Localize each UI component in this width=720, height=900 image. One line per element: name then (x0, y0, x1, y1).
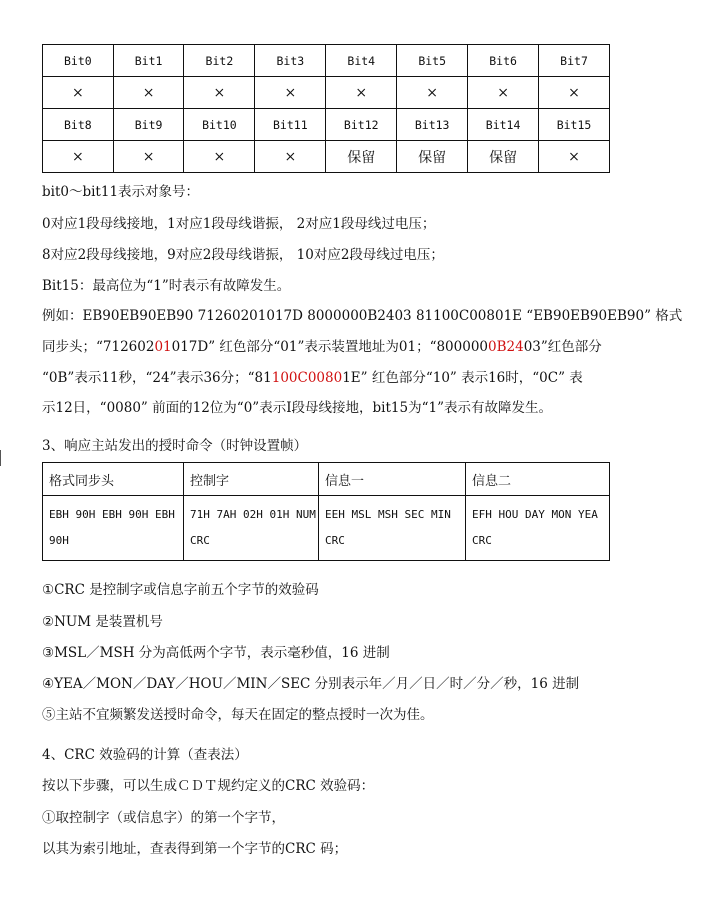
bit-label-row-2 (43, 109, 610, 141)
bit-label: Bit3 (255, 45, 326, 77)
text-line: 8对应2段母线接地，9对应2段母线谐振， 10对应2段母线过电压； (42, 247, 444, 263)
table-cell (43, 496, 184, 561)
highlight-red: 0B24 (488, 339, 524, 355)
note-line: ②NUM 是装置机号 (42, 614, 163, 630)
text-line: bit0～bit11表示对象号： (42, 184, 200, 200)
cell-line: EEH MSL MSH SEC MIN (325, 508, 451, 521)
clock-set-frame-table (42, 462, 610, 561)
bit-value: 保留 (326, 141, 397, 173)
bit-label: Bit6 (468, 45, 539, 77)
column-header: 控制字 (184, 463, 319, 496)
bit-label: Bit2 (184, 45, 255, 77)
bit-label: Bit13 (397, 109, 468, 141)
bit-value: × (539, 141, 610, 173)
highlight-red: 100C0080 (271, 370, 343, 386)
cell-line: 90H (49, 534, 69, 547)
text-line (42, 335, 602, 355)
bit-value: × (184, 141, 255, 173)
bit-label: Bit4 (326, 45, 397, 77)
bit-label: Bit14 (468, 109, 539, 141)
table-cell (184, 496, 319, 561)
bit-value: 保留 (468, 141, 539, 173)
text-segment: 03”红色部分 (523, 339, 602, 355)
margin-mark (0, 450, 4, 466)
bit-label: Bit8 (43, 109, 114, 141)
bit-value: × (113, 77, 184, 109)
text-line: Bit15：最高位为“1”时表示有故障发生。 (42, 278, 291, 294)
section-heading: 3、响应主站发出的授时命令（时钟设置帧） (42, 438, 308, 454)
cell-line: CRC (472, 534, 492, 547)
bit-label: Bit1 (113, 45, 184, 77)
text-line: 示12日，“0080” 前面的12位为“0”表示I段母线接地，bit15为“1”表示有故障发生。 (42, 400, 552, 416)
bit-value: × (43, 141, 114, 173)
bit-label: Bit9 (113, 109, 184, 141)
bit-value: × (326, 77, 397, 109)
column-header: 信息二 (466, 463, 610, 496)
cell-line: CRC (190, 534, 210, 547)
bit-value: × (468, 77, 539, 109)
bit-value: × (397, 77, 468, 109)
bit-label: Bit11 (255, 109, 326, 141)
table-row (43, 496, 610, 561)
table-cell (466, 496, 610, 561)
text-line (42, 366, 583, 386)
text-segment: 1E” 红色部分“10” 表示16时，“0C” 表 (342, 370, 583, 386)
highlight-red: 01 (154, 339, 172, 355)
bit-label: Bit10 (184, 109, 255, 141)
text-line: 以其为索引地址，查表得到第一个字节的CRC 码； (42, 841, 348, 857)
section-heading: 4、CRC 效验码的计算（查表法） (42, 747, 248, 763)
note-line: ①CRC 是控制字或信息字前五个字节的效验码 (42, 582, 319, 598)
bit-label: Bit7 (539, 45, 610, 77)
text-segment: 017D” 红色部分“01”表示装置地址为01；“800000 (171, 339, 489, 355)
bit-label: Bit12 (326, 109, 397, 141)
bit-value: 保留 (397, 141, 468, 173)
table-header-row (43, 463, 610, 496)
cell-line: EBH 90H EBH 90H EBH (49, 508, 175, 521)
note-line: ⑤主站不宜频繁发送授时命令，每天在固定的整点授时一次为佳。 (42, 707, 434, 723)
cell-line: CRC (325, 534, 345, 547)
cell-line: 71H 7AH 02H 01H NUM (190, 508, 316, 521)
bit-value: × (113, 141, 184, 173)
text-line: 按以下步骤，可以生成ＣＤＴ规约定义的CRC 效验码： (42, 778, 375, 794)
bit-value: × (255, 77, 326, 109)
table-cell (319, 496, 466, 561)
note-line: ③MSL／MSH 分为高低两个字节，表示毫秒值，16 进制 (42, 645, 390, 661)
text-line: 例如：EB90EB90EB90 71260201017D 8000000B2403 81100C00801E “EB90EB90EB90” 格式 (42, 308, 683, 324)
bit-label: Bit0 (43, 45, 114, 77)
cell-line: EFH HOU DAY MON YEA (472, 508, 598, 521)
note-line: ④YEA／MON／DAY／HOU／MIN／SEC 分别表示年／月／日／时／分／秒，16 进制 (42, 676, 580, 692)
text-segment: “0B”表示11秒，“24”表示36分；“81 (42, 370, 272, 386)
text-line: ①取控制字（或信息字）的第一个字节， (42, 810, 285, 826)
text-segment: 同步头；“712602 (42, 339, 155, 355)
bit-table (42, 44, 610, 173)
bit-value: × (43, 77, 114, 109)
bit-value: × (539, 77, 610, 109)
bit-label: Bit15 (539, 109, 610, 141)
bit-label-row-1 (43, 45, 610, 77)
bit-value: × (255, 141, 326, 173)
bit-label: Bit5 (397, 45, 468, 77)
column-header: 信息一 (319, 463, 466, 496)
text-line: 0对应1段母线接地，1对应1段母线谐振， 2对应1段母线过电压； (42, 216, 436, 232)
bit-value-row-2 (43, 141, 610, 173)
column-header: 格式同步头 (43, 463, 184, 496)
bit-value-row-1 (43, 77, 610, 109)
bit-value: × (184, 77, 255, 109)
